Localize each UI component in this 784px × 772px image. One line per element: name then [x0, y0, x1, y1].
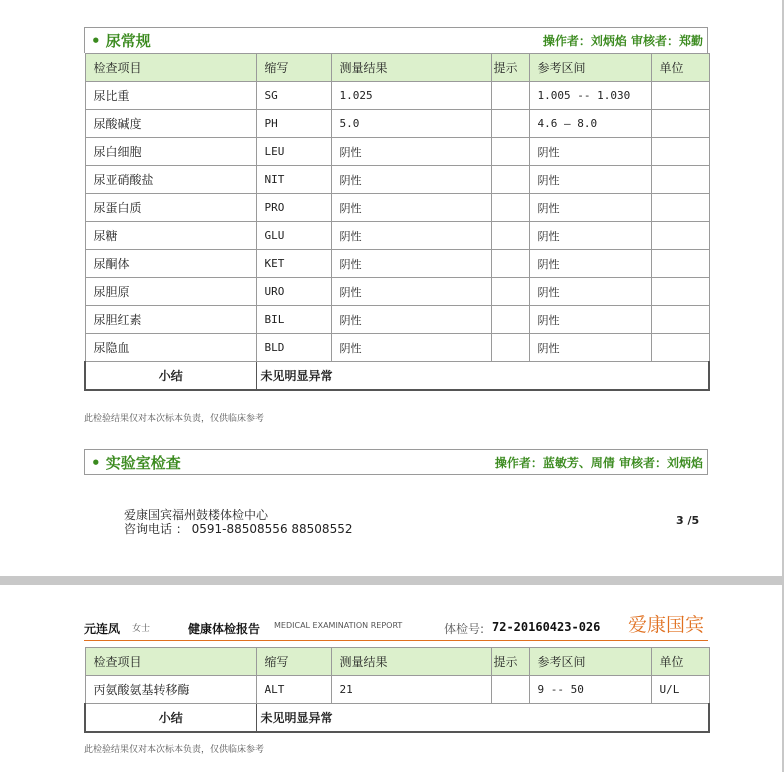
- table-row: [85, 138, 709, 166]
- item-unit: [651, 82, 709, 110]
- col-header-abbr: 缩写: [256, 54, 331, 82]
- summary-value: 未见明显异常: [256, 704, 709, 732]
- urine-table-header: [85, 54, 709, 82]
- item-name: 尿蛋白质: [85, 194, 256, 222]
- item-flag: [491, 194, 529, 222]
- table-row: [85, 222, 709, 250]
- brand-logo: 爱康国宾: [627, 614, 704, 636]
- item-range: 4.6 — 8.0: [529, 110, 651, 138]
- item-flag: [491, 82, 529, 110]
- item-flag: [491, 138, 529, 166]
- item-name: 尿糖: [85, 222, 256, 250]
- footer-phone: 咨询电话 ： 0591-88508556 88508552: [124, 522, 353, 536]
- item-name: 尿胆红素: [85, 306, 256, 334]
- col-header-item: 检查项目: [85, 54, 256, 82]
- item-result: 阴性: [331, 222, 491, 250]
- summary-value: 未见明显异常: [256, 362, 709, 390]
- exam-id-label: 体检号:: [444, 622, 485, 636]
- item-range: 阴性: [529, 278, 651, 306]
- report-title-en: MEDICAL EXAMINATION REPORT: [274, 621, 403, 630]
- table-row: [85, 110, 709, 138]
- urine-summary-row: [85, 362, 709, 390]
- item-flag: [491, 334, 529, 362]
- col-header-range: 参考区间: [529, 648, 651, 676]
- page-footer: [124, 508, 352, 536]
- item-flag: [491, 676, 529, 704]
- col-header-item: 检查项目: [85, 648, 256, 676]
- item-range: 阴性: [529, 166, 651, 194]
- item-flag: [491, 166, 529, 194]
- urine-note: 此检验结果仅对本次标本负责，仅供临床参考: [84, 414, 265, 424]
- item-abbr: BLD: [256, 334, 331, 362]
- item-result: 阴性: [331, 138, 491, 166]
- item-name: 尿胆原: [85, 278, 256, 306]
- footer-center-name: 爱康国宾福州鼓楼体检中心: [124, 508, 269, 522]
- col-header-range: 参考区间: [529, 54, 651, 82]
- item-name: 尿白细胞: [85, 138, 256, 166]
- table-row: [85, 676, 709, 704]
- item-abbr: BIL: [256, 306, 331, 334]
- item-abbr: URO: [256, 278, 331, 306]
- item-unit: [651, 250, 709, 278]
- item-result: 阴性: [331, 194, 491, 222]
- table-row: [85, 334, 709, 362]
- col-header-abbr: 缩写: [256, 648, 331, 676]
- item-name: 尿酸碱度: [85, 110, 256, 138]
- item-abbr: LEU: [256, 138, 331, 166]
- col-header-result: 测量结果: [331, 54, 491, 82]
- patient-gender: 女士: [132, 624, 151, 634]
- table-row: [85, 194, 709, 222]
- table-row: [85, 250, 709, 278]
- item-abbr: GLU: [256, 222, 331, 250]
- liver-summary-row: [85, 704, 709, 732]
- item-abbr: SG: [256, 82, 331, 110]
- item-range: 阴性: [529, 222, 651, 250]
- summary-label: 小结: [85, 362, 256, 390]
- item-name: 尿亚硝酸盐: [85, 166, 256, 194]
- item-abbr: PH: [256, 110, 331, 138]
- item-result: 21: [331, 676, 491, 704]
- item-unit: [651, 334, 709, 362]
- liver-section: [84, 647, 708, 733]
- lab-section-title: • 实验室检查: [91, 453, 181, 472]
- item-result: 5.0: [331, 110, 491, 138]
- item-abbr: NIT: [256, 166, 331, 194]
- item-name: 尿隐血: [85, 334, 256, 362]
- item-range: 阴性: [529, 138, 651, 166]
- report-title: 健康体检报告: [188, 622, 261, 636]
- item-unit: [651, 194, 709, 222]
- page-separator: [0, 576, 784, 585]
- table-row: [85, 166, 709, 194]
- item-range: 阴性: [529, 194, 651, 222]
- urine-section-header: [84, 27, 708, 53]
- table-row: [85, 82, 709, 110]
- item-unit: [651, 278, 709, 306]
- patient-name: 元连凤: [84, 622, 121, 636]
- item-result: 阴性: [331, 306, 491, 334]
- item-result: 阴性: [331, 278, 491, 306]
- col-header-unit: 单位: [651, 54, 709, 82]
- item-flag: [491, 306, 529, 334]
- item-flag: [491, 250, 529, 278]
- item-range: 1.005 -- 1.030: [529, 82, 651, 110]
- urine-table: [84, 53, 710, 391]
- urine-operators: 操作者：刘炳焰 审核者：郑勤: [542, 34, 703, 48]
- summary-label: 小结: [85, 704, 256, 732]
- item-range: 9 -- 50: [529, 676, 651, 704]
- item-range: 阴性: [529, 250, 651, 278]
- item-result: 阴性: [331, 334, 491, 362]
- item-flag: [491, 278, 529, 306]
- urine-section: [84, 27, 708, 391]
- item-unit: [651, 222, 709, 250]
- lab-section-header: [84, 449, 708, 475]
- item-unit: [651, 110, 709, 138]
- exam-id-value: 72-20160423-026: [492, 620, 601, 634]
- report-header: [84, 610, 708, 641]
- lab-operators: 操作者：蓝敏芳、周倩 审核者：刘炳焰: [494, 455, 703, 470]
- liver-note: 此检验结果仅对本次标本负责，仅供临床参考: [84, 745, 265, 755]
- liver-table-header: [85, 648, 709, 676]
- item-abbr: KET: [256, 250, 331, 278]
- item-abbr: PRO: [256, 194, 331, 222]
- table-row: [85, 278, 709, 306]
- col-header-unit: 单位: [651, 648, 709, 676]
- item-unit: [651, 166, 709, 194]
- table-row: [85, 306, 709, 334]
- item-name: 丙氨酸氨基转移酶: [85, 676, 256, 704]
- item-flag: [491, 110, 529, 138]
- item-unit: [651, 138, 709, 166]
- item-unit: U/L: [651, 676, 709, 704]
- item-range: 阴性: [529, 306, 651, 334]
- item-result: 阴性: [331, 250, 491, 278]
- urine-section-title: • 尿常规: [91, 32, 151, 50]
- item-range: 阴性: [529, 334, 651, 362]
- item-unit: [651, 306, 709, 334]
- item-abbr: ALT: [256, 676, 331, 704]
- item-result: 阴性: [331, 166, 491, 194]
- item-name: 尿酮体: [85, 250, 256, 278]
- liver-table: [84, 647, 710, 733]
- col-header-flag: 提示: [491, 54, 529, 82]
- col-header-flag: 提示: [491, 648, 529, 676]
- item-name: 尿比重: [85, 82, 256, 110]
- page-number: 3 /5: [676, 514, 700, 527]
- col-header-result: 测量结果: [331, 648, 491, 676]
- item-flag: [491, 222, 529, 250]
- lab-section: [84, 449, 708, 475]
- item-result: 1.025: [331, 82, 491, 110]
